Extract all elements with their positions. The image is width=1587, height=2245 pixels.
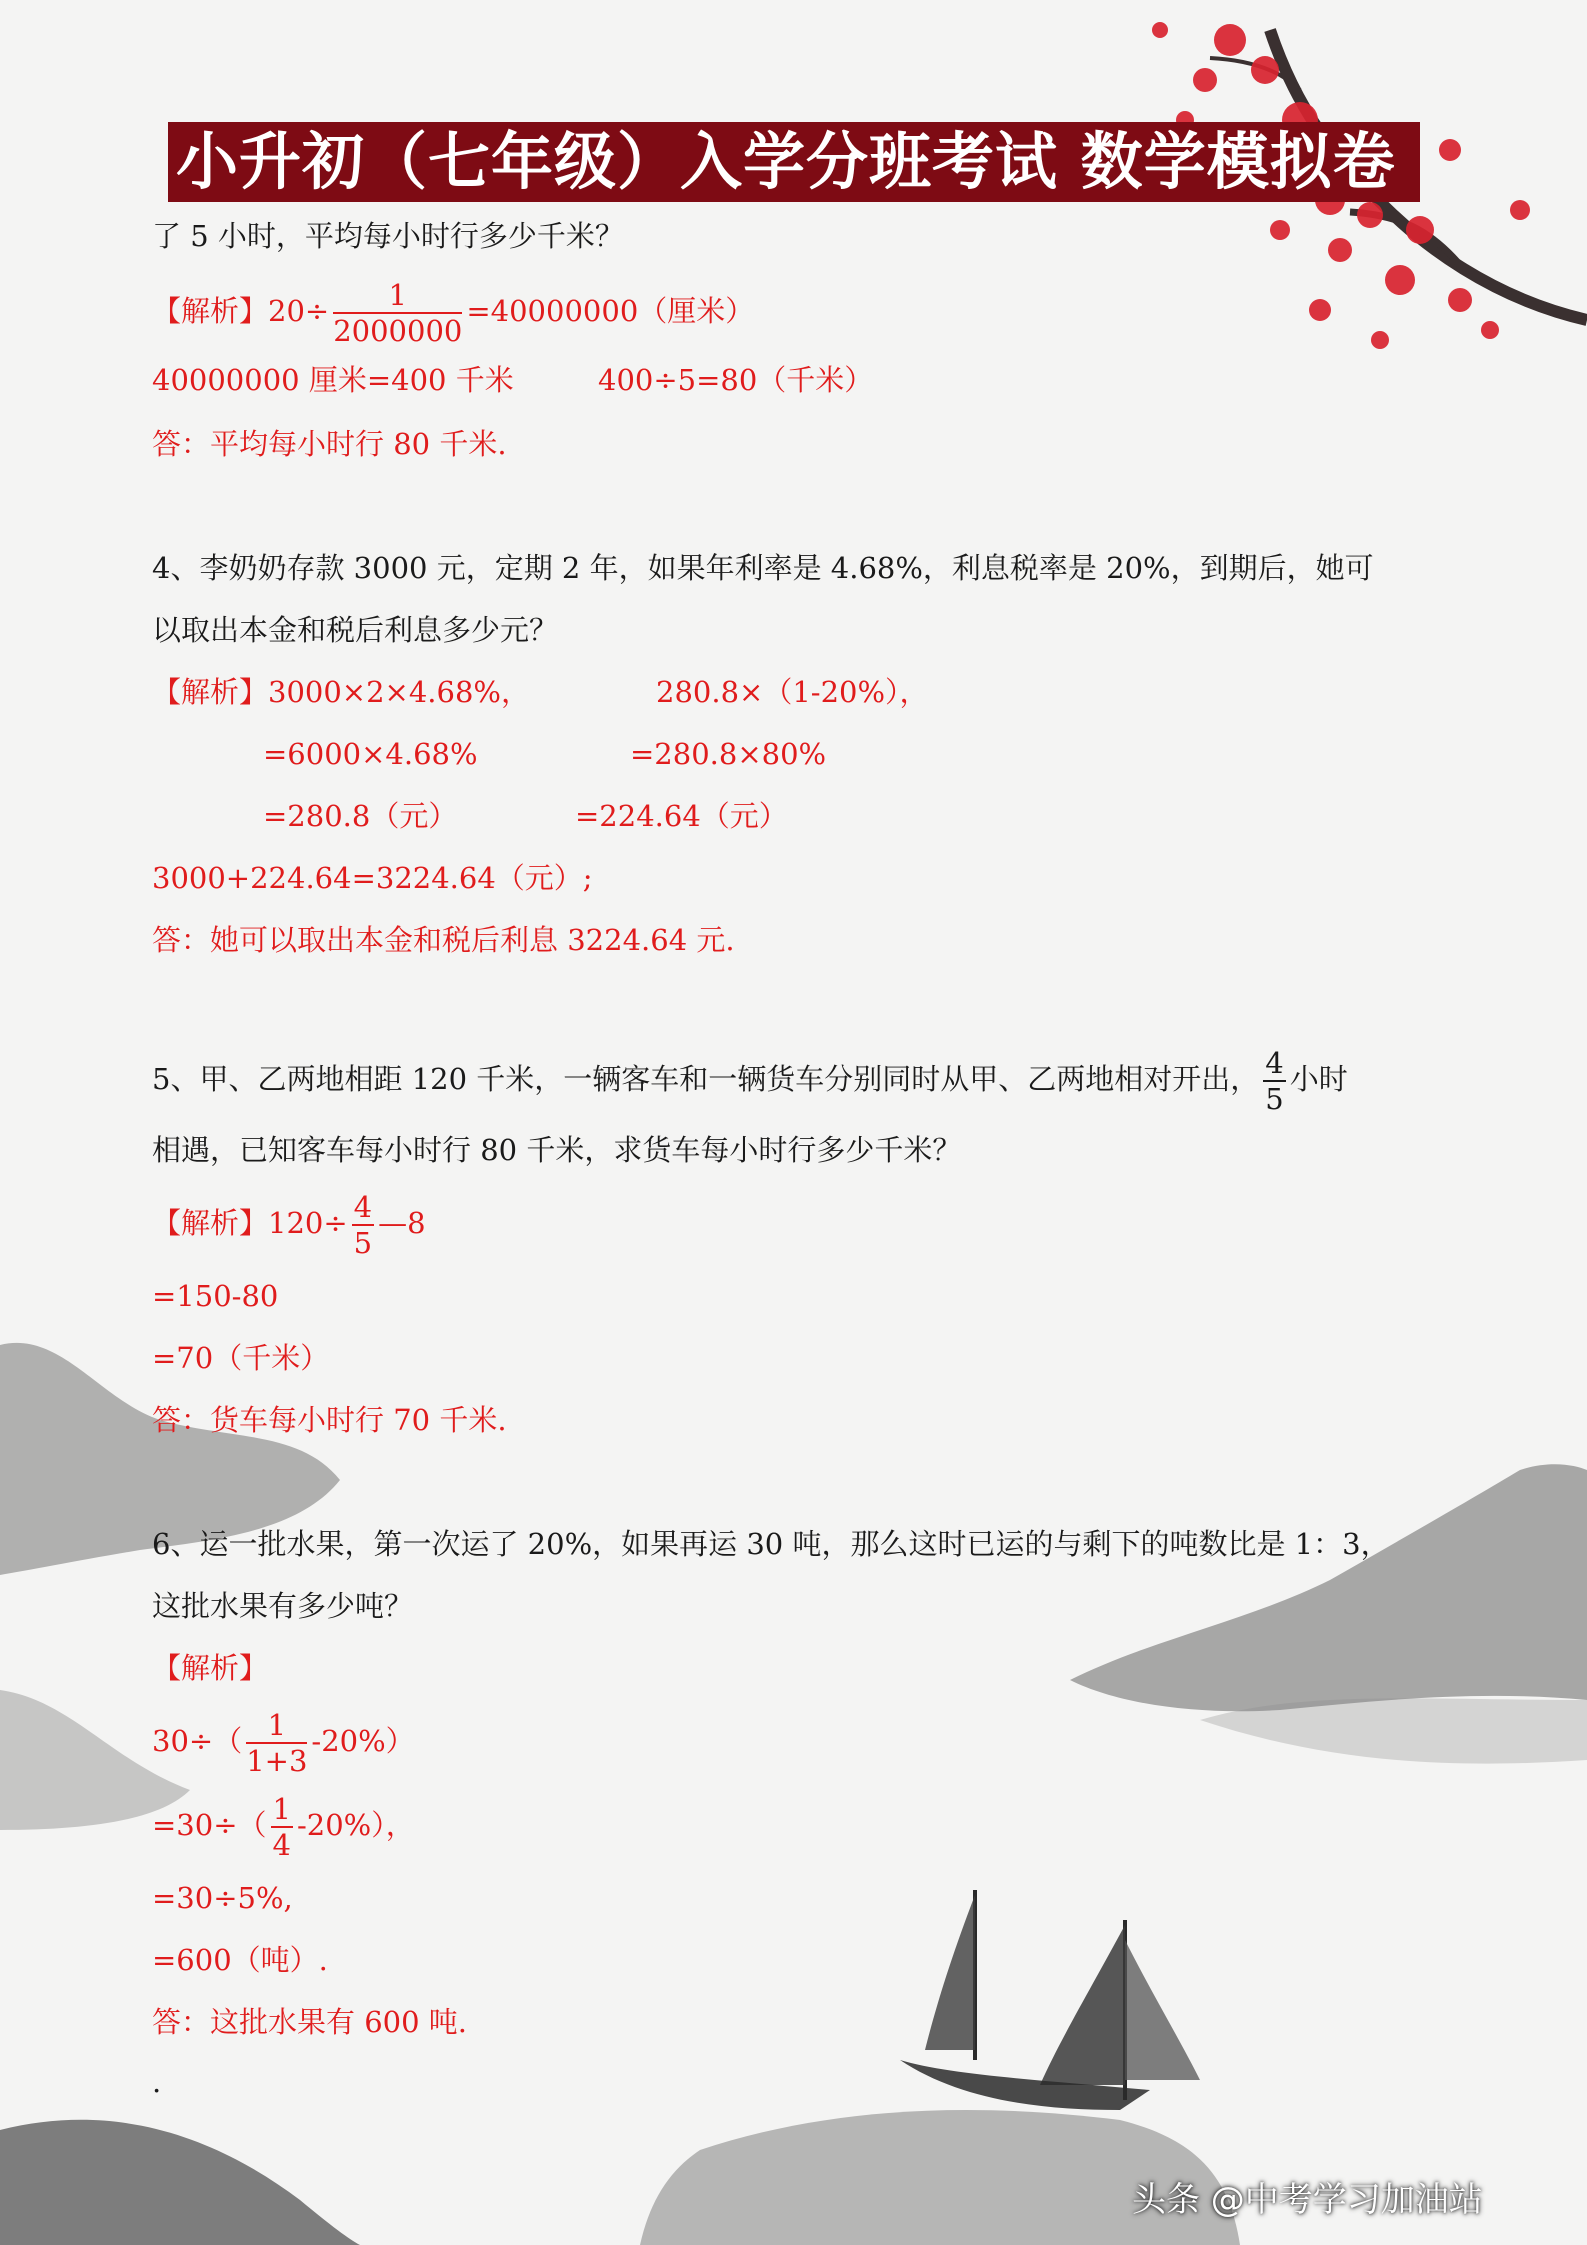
question-text: 6、运一批水果，第一次运了 20%，如果再运 30 吨，那么这时已运的与剩下的吨数比是 1：3， [152, 1527, 1390, 1561]
solution-step: 40000000 厘米=400 千米 [152, 363, 514, 397]
question-text: 5、甲、乙两地相距 120 千米，一辆客车和一辆货车分别同时从甲、乙两地相对开出， $\frac{4}{5}$ 小时 [152, 1046, 1348, 1116]
solution-step: =6000×4.68% [263, 737, 478, 771]
solution-step: 280.8×（1-20%）， [656, 675, 929, 709]
source-watermark: 头条 @中考学习加油站 [1132, 2180, 1483, 2220]
solution-step: =30÷5%, [152, 1881, 293, 1915]
solution-step: =150-80 [152, 1279, 279, 1313]
question-text: 4、李奶奶存款 3000 元，定期 2 年，如果年利率是 4.68%，利息税率是 20%，到期后，她可 [152, 551, 1374, 585]
solution-step: 【解析】120÷ $\frac{4}{5}$ —8 [152, 1190, 426, 1260]
question-text: 相遇，已知客车每小时行 80 千米，求货车每小时行多少千米？ [152, 1133, 962, 1167]
solution-step: =224.64（元） [575, 799, 788, 833]
solution-step: =600（吨）. [152, 1943, 328, 1977]
answer-line: 答：平均每小时行 80 千米. [152, 427, 507, 461]
solution-step: 30÷（ $\frac{1}{1+3}$ -20%） [152, 1708, 415, 1778]
question-text: 了 5 小时，平均每小时行多少千米？ [152, 219, 624, 253]
page-title: 小升初（七年级）入学分班考试 数学模拟卷 [168, 122, 1420, 202]
answer-line: 答：这批水果有 600 吨. [152, 2005, 468, 2039]
solution-step: =280.8×80% [630, 737, 827, 771]
solution-step: 【解析】3000×2×4.68%， [152, 675, 530, 709]
solution-step: 3000+224.64=3224.64（元）; [152, 861, 593, 895]
solution-step: =280.8（元） [263, 799, 458, 833]
answer-line: 答：货车每小时行 70 千米. [152, 1403, 507, 1437]
solution-step: =30÷（ $\frac{1}{4}$ -20%）， [152, 1792, 415, 1862]
question-text: 这批水果有多少吨？ [152, 1589, 414, 1623]
answer-line: 答：她可以取出本金和税后利息 3224.64 元. [152, 923, 735, 957]
solution-step: 【解析】20÷ $\frac{1}{2000000}$ =40000000（厘米） [152, 278, 755, 348]
sailboat-illustration [900, 1890, 1200, 2110]
solution-step: 400÷5=80（千米） [598, 363, 874, 397]
question-text: 以取出本金和税后利息多少元？ [152, 613, 559, 647]
end-mark: . [152, 2065, 162, 2099]
solution-step: =70（千米） [152, 1341, 330, 1375]
solution-label: 【解析】 [152, 1651, 269, 1685]
